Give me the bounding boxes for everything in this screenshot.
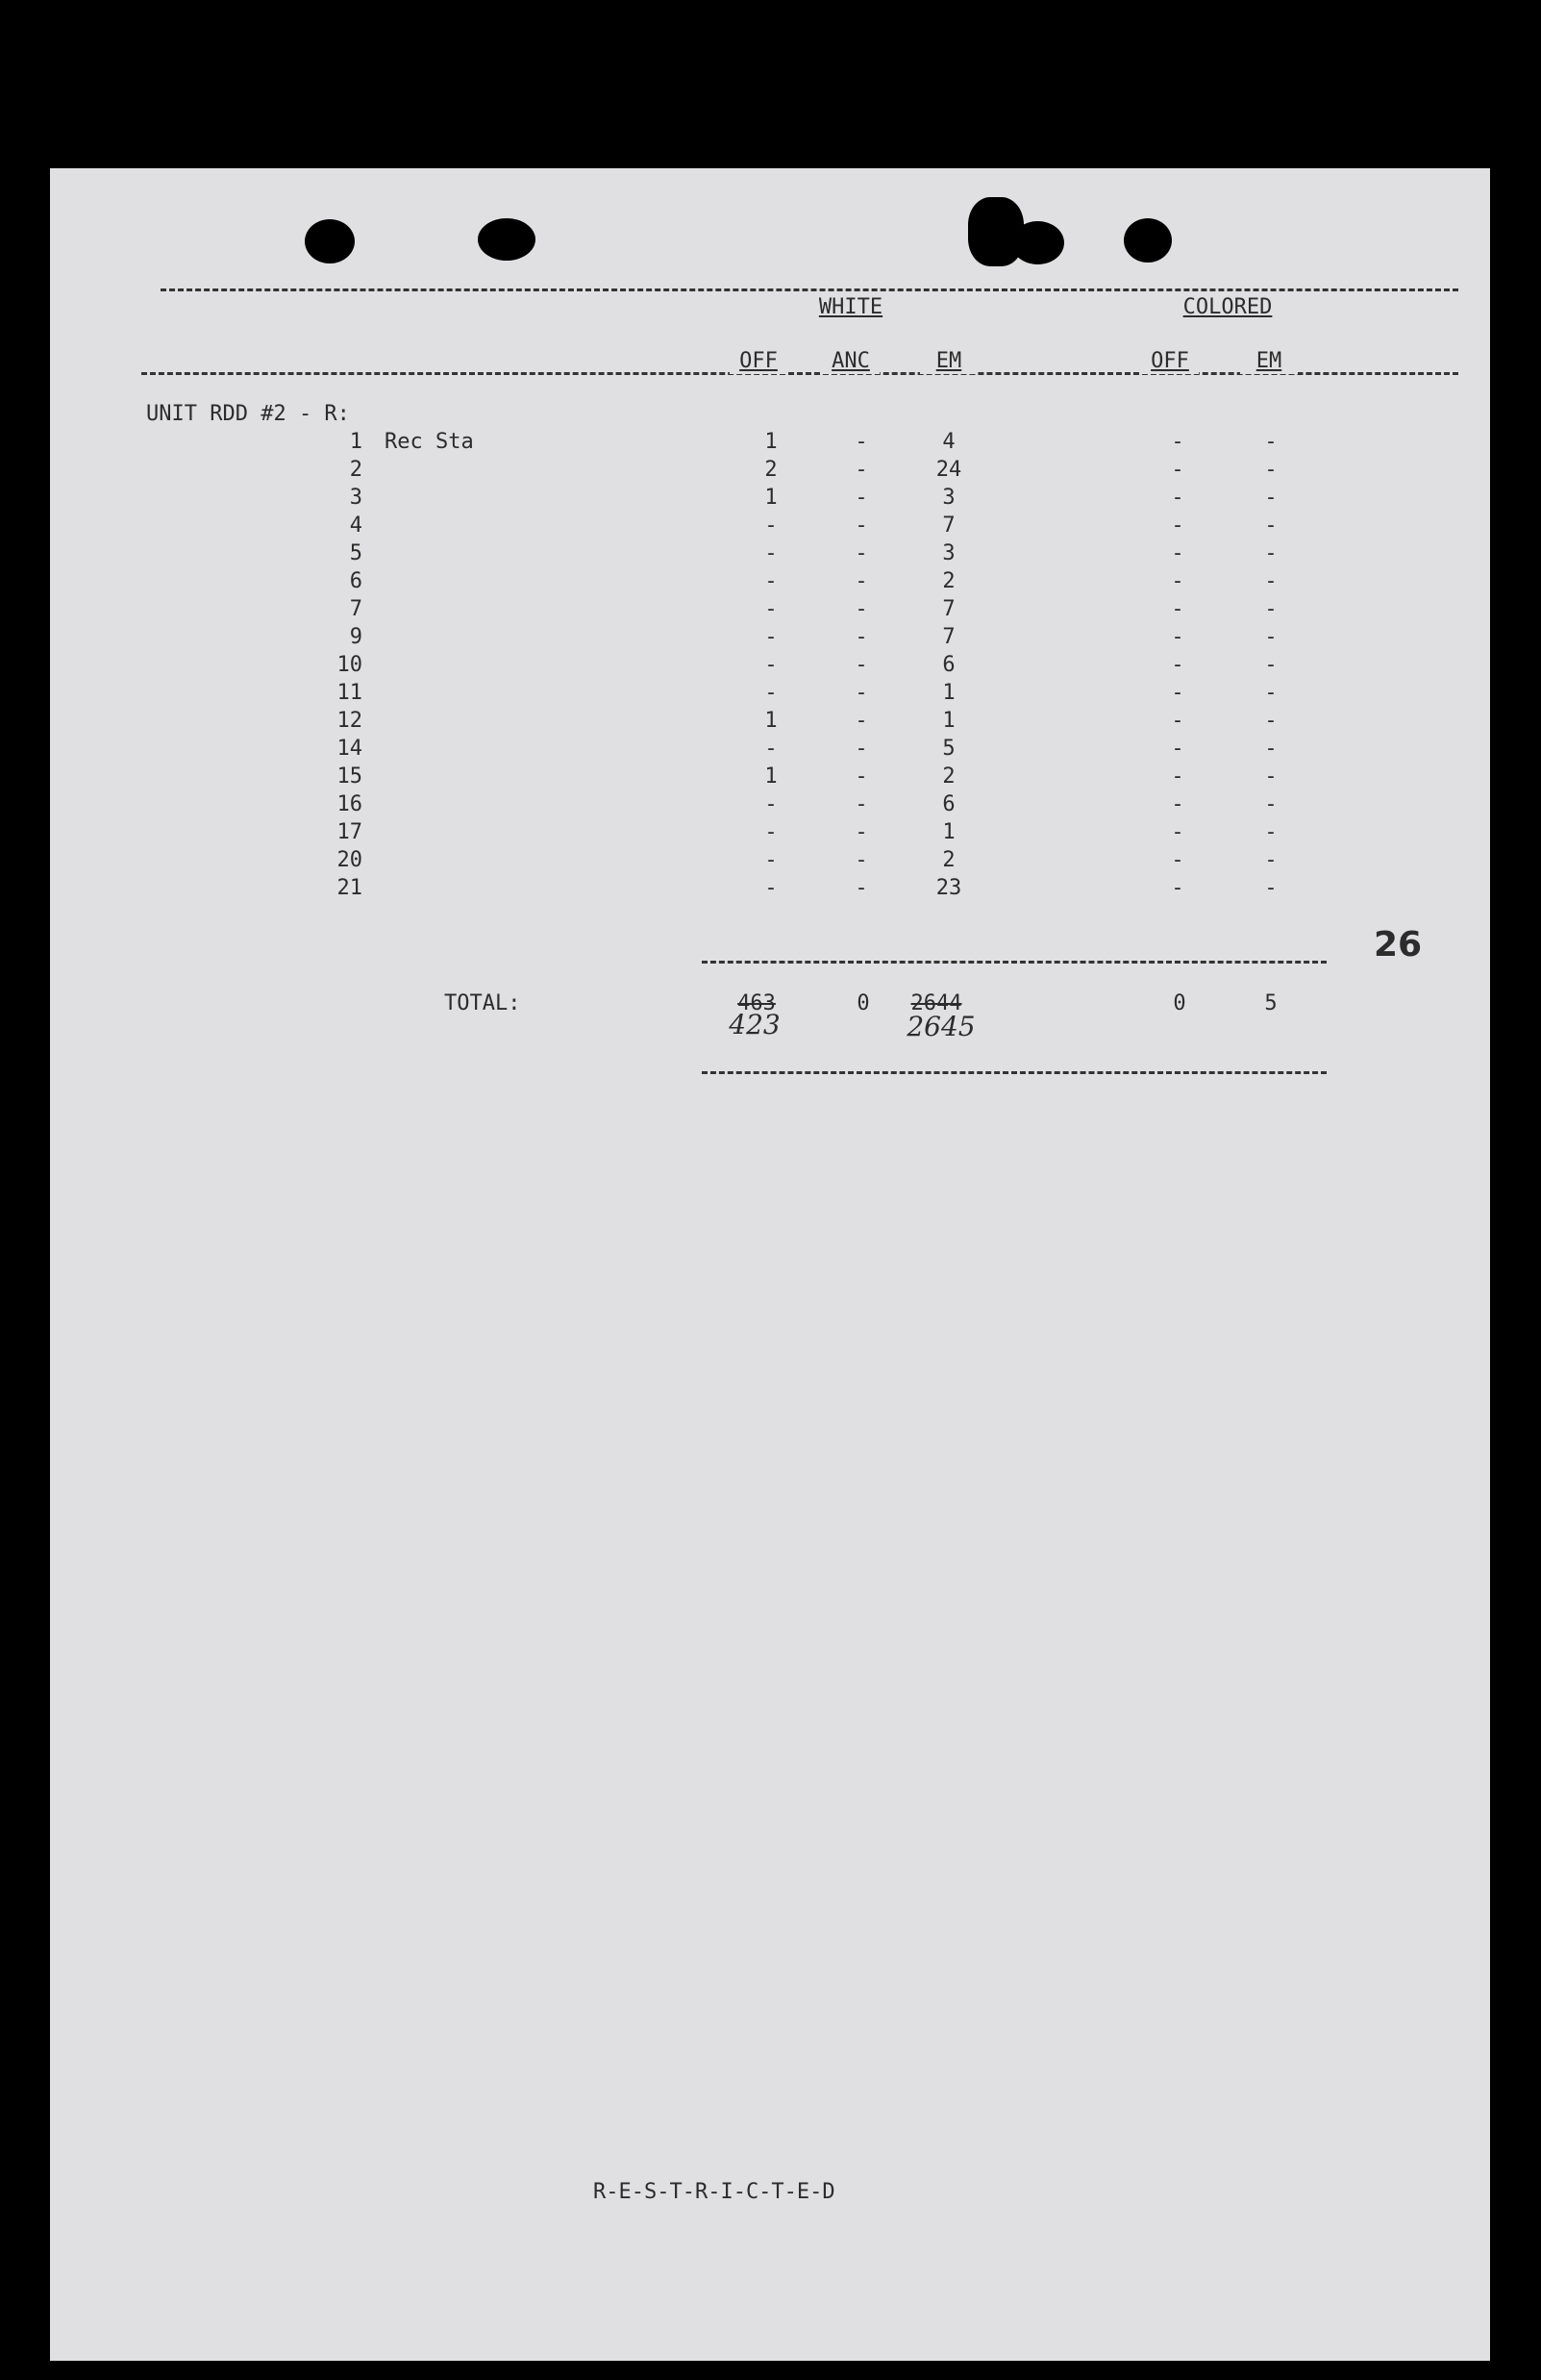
station-number: 10 [336, 653, 362, 677]
white-anc-cell: - [855, 764, 868, 789]
station-number: 3 [349, 486, 362, 510]
station-number: 6 [349, 569, 362, 593]
white-anc-cell: - [855, 430, 868, 454]
white-off-cell: - [764, 792, 778, 816]
colored-off-cell: - [1171, 486, 1184, 510]
colored-em-cell: - [1264, 541, 1278, 565]
station-number: 9 [349, 625, 362, 649]
colored-off-cell: - [1171, 764, 1184, 789]
white-em-cell: 2 [942, 848, 956, 872]
station-number: 5 [349, 541, 362, 565]
station-number: 4 [349, 514, 362, 538]
colored-off-cell: - [1171, 458, 1184, 482]
white-off-cell: 1 [764, 430, 778, 454]
station-number: 7 [349, 597, 362, 621]
colored-off-cell: - [1171, 709, 1184, 733]
white-anc-cell: - [855, 597, 868, 621]
colored-off-cell: - [1171, 820, 1184, 844]
total-bottom-rule [702, 1071, 1327, 1074]
white-em-cell: 2 [942, 569, 956, 593]
colored-em-cell: - [1264, 737, 1278, 761]
white-em-cell: 3 [942, 486, 956, 510]
white-anc-cell: - [855, 737, 868, 761]
colored-off-cell: - [1171, 625, 1184, 649]
colored-em-cell: - [1264, 458, 1278, 482]
white-em-cell: 24 [935, 458, 962, 482]
colored-em-cell: - [1264, 653, 1278, 677]
total-white-off-handwritten: 423 [729, 1009, 781, 1040]
station-number: 12 [336, 709, 362, 733]
colored-off-cell: - [1171, 597, 1184, 621]
white-anc-cell: - [855, 876, 868, 900]
punch-hole-2 [478, 218, 535, 261]
white-em-cell: 6 [942, 792, 956, 816]
colored-off-cell: - [1171, 514, 1184, 538]
white-em-cell: 7 [942, 514, 956, 538]
station-number: 15 [336, 764, 362, 789]
colored-em-cell: - [1264, 514, 1278, 538]
document-sheet [50, 168, 1490, 2361]
colored-em-cell: - [1264, 681, 1278, 705]
white-anc-cell: - [855, 514, 868, 538]
colored-em-cell: - [1264, 430, 1278, 454]
station-number: 21 [336, 876, 362, 900]
station-number: 1 [349, 430, 362, 454]
station-number: 2 [349, 458, 362, 482]
colored-em-cell: - [1264, 820, 1278, 844]
white-off-cell: - [764, 848, 778, 872]
total-white-off-struck: 463 [737, 991, 776, 1015]
colored-em-cell: - [1264, 876, 1278, 900]
station-number: 20 [336, 848, 362, 872]
white-em-cell: 6 [942, 653, 956, 677]
colored-em-cell: - [1264, 569, 1278, 593]
punch-hole-4 [1011, 221, 1064, 264]
white-anc-cell: - [855, 458, 868, 482]
unit-title: UNIT RDD #2 - R: [146, 402, 350, 426]
page-number: 26 [1374, 925, 1423, 965]
white-off-cell: 2 [764, 458, 778, 482]
white-off-cell: - [764, 653, 778, 677]
colored-group-header: COLORED [1182, 295, 1273, 319]
white-off-cell: - [764, 625, 778, 649]
white-em-cell: 1 [942, 681, 956, 705]
colored-off-cell: - [1171, 541, 1184, 565]
total-white-em-struck: 2644 [910, 991, 962, 1015]
white-anc-cell: - [855, 792, 868, 816]
station-number: 11 [336, 681, 362, 705]
white-off-cell: - [764, 681, 778, 705]
colored-em-cell: - [1264, 625, 1278, 649]
white-anc-cell: - [855, 681, 868, 705]
white-anc-header: ANC [822, 349, 880, 374]
station-number: 14 [336, 737, 362, 761]
colored-off-cell: - [1171, 653, 1184, 677]
white-off-cell: - [764, 820, 778, 844]
white-group-header: WHITE [818, 295, 883, 319]
white-off-cell: - [764, 876, 778, 900]
colored-em-cell: - [1264, 764, 1278, 789]
colored-em-cell: - [1264, 597, 1278, 621]
white-off-cell: - [764, 541, 778, 565]
unit-subtitle: Rec Sta [385, 430, 474, 454]
white-off-cell: 1 [764, 486, 778, 510]
white-off-cell: - [764, 569, 778, 593]
colored-off-cell: - [1171, 792, 1184, 816]
white-anc-cell: - [855, 848, 868, 872]
station-number: 16 [336, 792, 362, 816]
colored-off-cell: - [1171, 430, 1184, 454]
station-number: 17 [336, 820, 362, 844]
total-colored-em: 5 [1264, 991, 1278, 1015]
colored-em-cell: - [1264, 792, 1278, 816]
white-anc-cell: - [855, 541, 868, 565]
colored-off-cell: - [1171, 569, 1184, 593]
white-off-cell: 1 [764, 764, 778, 789]
white-em-cell: 7 [942, 597, 956, 621]
white-em-cell: 7 [942, 625, 956, 649]
white-anc-cell: - [855, 625, 868, 649]
white-off-header: OFF [730, 349, 787, 374]
total-label: TOTAL: [444, 991, 521, 1015]
total-top-rule [702, 961, 1327, 964]
white-em-cell: 3 [942, 541, 956, 565]
colored-em-cell: - [1264, 709, 1278, 733]
white-anc-cell: - [855, 653, 868, 677]
punch-hole-5 [1124, 218, 1172, 263]
restricted-footer: R-E-S-T-R-I-C-T-E-D [593, 2180, 835, 2204]
white-anc-cell: - [855, 820, 868, 844]
punch-hole-1 [305, 219, 355, 263]
colored-off-cell: - [1171, 681, 1184, 705]
white-em-cell: 2 [942, 764, 956, 789]
white-off-cell: - [764, 597, 778, 621]
white-anc-cell: - [855, 486, 868, 510]
colored-off-cell: - [1171, 737, 1184, 761]
header-top-rule [161, 288, 1458, 291]
colored-off-cell: - [1171, 876, 1184, 900]
colored-off-cell: - [1171, 848, 1184, 872]
colored-em-cell: - [1264, 848, 1278, 872]
colored-em-header: EM [1240, 349, 1298, 374]
white-em-cell: 5 [942, 737, 956, 761]
white-em-cell: 23 [935, 876, 962, 900]
white-em-header: EM [920, 349, 978, 374]
white-off-cell: 1 [764, 709, 778, 733]
white-em-cell: 4 [942, 430, 956, 454]
colored-off-header: OFF [1141, 349, 1199, 374]
white-em-cell: 1 [942, 820, 956, 844]
white-anc-cell: - [855, 709, 868, 733]
total-white-anc: 0 [857, 991, 870, 1015]
white-em-cell: 1 [942, 709, 956, 733]
total-colored-off: 0 [1173, 991, 1186, 1015]
white-anc-cell: - [855, 569, 868, 593]
white-off-cell: - [764, 737, 778, 761]
total-white-em-handwritten: 2645 [907, 1011, 976, 1042]
white-off-cell: - [764, 514, 778, 538]
colored-em-cell: - [1264, 486, 1278, 510]
